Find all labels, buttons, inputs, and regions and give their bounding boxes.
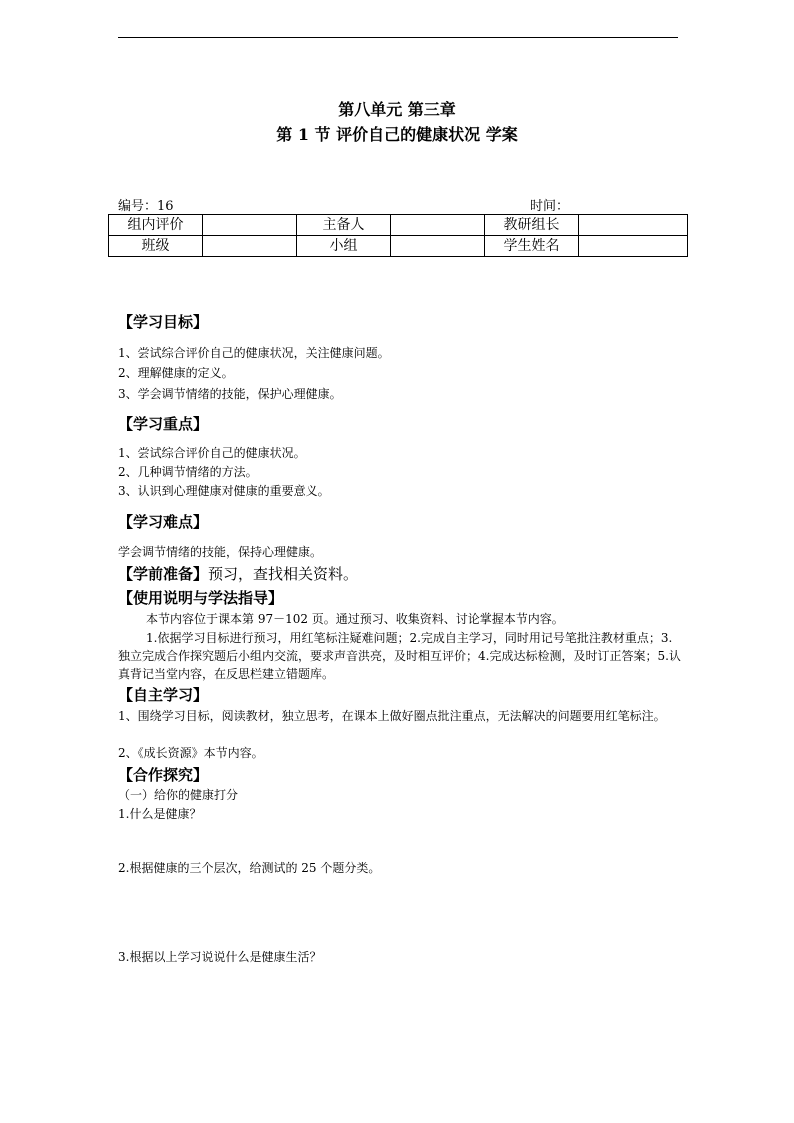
list-item: 1、围绕学习目标，阅读教材，独立思考，在课本上做好圈点批注重点，无法解决的问题要用红笔标注。 [118, 709, 666, 723]
list-item: 3、学会调节情绪的技能，保护心理健康。 [118, 387, 342, 401]
table-cell[interactable] [391, 236, 485, 257]
goals-heading: 【学习目标】 [118, 313, 209, 331]
table-row [109, 215, 688, 236]
list-item: 2、理解健康的定义。 [118, 366, 234, 380]
number-label: 编号：16 [118, 199, 174, 214]
list-item: 2、《成长资源》本节内容。 [118, 746, 264, 760]
instructions-line: 本节内容位于课本第 97－102 页。通过预习、收集资料、讨论掌握本节内容。 [146, 612, 564, 626]
table-cell[interactable] [579, 236, 688, 257]
list-item: 3、认识到心理健康对健康的重要意义。 [118, 484, 330, 498]
list-item: 1、尝试综合评价自己的健康状况，关注健康问题。 [118, 346, 390, 360]
header-rule [118, 37, 678, 38]
table-cell[interactable] [203, 215, 297, 236]
table-cell[interactable] [203, 236, 297, 257]
difficulties-text: 学会调节情绪的技能，保持心理健康。 [118, 545, 323, 559]
question-1: 1.什么是健康？ [118, 807, 202, 821]
list-item: 2、几种调节情绪的方法。 [118, 465, 258, 479]
list-item: 1、尝试综合评价自己的健康状况。 [118, 446, 306, 460]
key-points-heading: 【学习重点】 [118, 415, 209, 433]
table-cell[interactable] [391, 215, 485, 236]
table-cell: 小组 [297, 236, 391, 257]
time-label: 时间： [530, 199, 570, 214]
preparation-heading: 【学前准备】 [118, 565, 209, 583]
table-cell: 班级 [109, 236, 203, 257]
info-table [108, 214, 688, 257]
difficulties-heading: 【学习难点】 [118, 513, 209, 531]
cooperation-subheading: （一）给你的健康打分 [118, 788, 239, 802]
instructions-heading: 【使用说明与学法指导】 [118, 589, 284, 607]
preparation-text: 预习，查找相关资料。 [208, 565, 359, 583]
table-cell: 教研组长 [485, 215, 579, 236]
cooperation-heading: 【合作探究】 [118, 766, 209, 784]
self-study-heading: 【自主学习】 [118, 686, 209, 704]
table-cell[interactable] [579, 215, 688, 236]
table-cell: 学生姓名 [485, 236, 579, 257]
question-2: 2.根据健康的三个层次，给测试的 25 个题分类。 [118, 861, 381, 875]
table-cell: 组内评价 [109, 215, 203, 236]
table-cell: 主备人 [297, 215, 391, 236]
table-row [109, 236, 688, 257]
instructions-paragraph: 1.依据学习目标进行预习，用红笔标注疑难问题；2.完成自主学习，同时用记号笔批注教材重点；3.独立完成合作探究题后小组内交流，要求声音洪亮，及时相互评价；4.完成达标检测，及时订正答案；5.认真背记当堂内容，在反思栏建立错题库。 [118, 631, 681, 681]
lesson-title: 第 1 节 评价自己的健康状况 学案 [276, 125, 518, 144]
unit-title: 第八单元 第三章 [338, 100, 456, 119]
question-3: 3.根据以上学习说说什么是健康生活？ [118, 950, 322, 964]
